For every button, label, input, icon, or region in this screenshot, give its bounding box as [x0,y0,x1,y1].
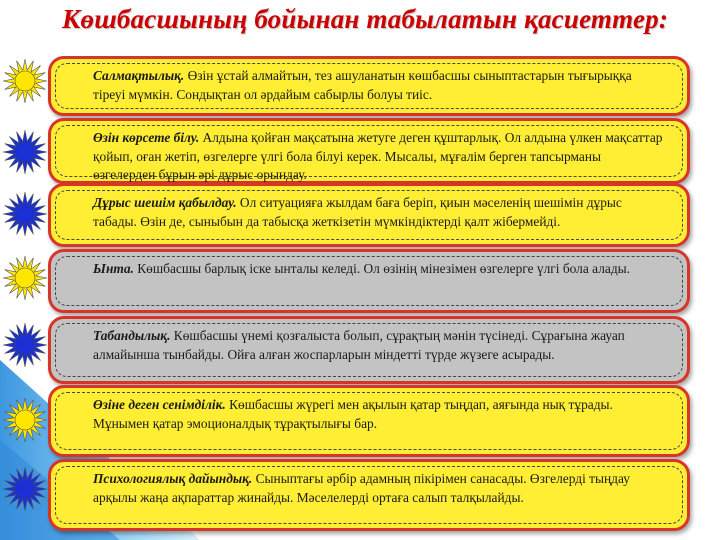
item-term: Салмақтылық. [93,68,185,83]
quality-item [48,56,690,116]
sun-icon [2,466,48,512]
item-text [93,129,665,185]
quality-item [48,183,690,247]
item-term: Психологиялық дайындық. [93,471,253,486]
item-description: Көшбасшы үнемі қозғалыста болып, сұрақтың мәнін түсінеді. Сұрағына жауап алмайынша тынбайды. Ойға алған жоспарларын міндетті түрде жүзеге асырады. [93,328,625,362]
item-text [93,327,665,364]
item-term: Өзіне деген сенімділік. [93,397,226,412]
item-description: Ол ситуацияға жылдам баға беріп, қиын мәселенің шешімін дұрыс табады. Өзін де, сыныбын да табысқа жеткізетін мүмкіндіктерді қалт жібермейді. [93,195,622,229]
quality-item [48,459,690,531]
item-term: Табандылық. [93,328,171,343]
item-text [93,67,665,104]
sun-icon [2,191,48,237]
quality-item [48,385,690,457]
page-title: Көшбасшының бойынан табылатын қасиеттер: [62,4,669,34]
item-text [93,470,665,507]
item-description: Алдына қойған мақсатына жетуге деген құштарлық. Ол алдына үлкен мақсаттар қойып, оған жетіп, өзгелерге үлгі бола білуі керек. Мысалы, мұғалім берген тапсырманы өзгелерден бұрын әрі дұрыс орындау. [93,130,663,182]
item-term: Ынта. [93,261,134,276]
item-term: Өзін көрсете білу. [93,130,200,145]
quality-item [48,118,690,184]
sun-icon [2,58,48,104]
quality-item [48,316,690,384]
item-description: Көшбасшы жүрегі мен ақылын қатар тыңдап, аяғында нық тұрады. Мұнымен қатар эмоционалдық тұрақтылығы бар. [93,397,613,431]
sun-icon [2,129,48,175]
sun-icon [2,255,48,301]
item-term: Дұрыс шешім қабылдау. [93,195,237,210]
item-text [93,396,665,433]
item-description: Көшбасшы барлық іске ынталы келеді. Ол өзінің мінезімен өзгелерге үлгі бола алады. [133,261,630,276]
sun-icon [2,322,48,368]
item-text [93,194,665,231]
item-description: Сыныптағы әрбір адамның пікірімен санасады. Өзгелерді тыңдау арқылы жаңа ақпараттар жинайды. Мәселелерді ортаға салып талқылайды. [93,471,630,505]
item-description: Өзін ұстай алмайтын, тез ашуланатын көшбасшы сыныптастарын тығырыққа тіреуі мүмкін. Сондықтан ол әрдайым сабырлы болуы тиіс. [93,68,632,102]
sun-icon [2,397,48,443]
quality-item [48,249,690,313]
item-text [93,260,665,279]
